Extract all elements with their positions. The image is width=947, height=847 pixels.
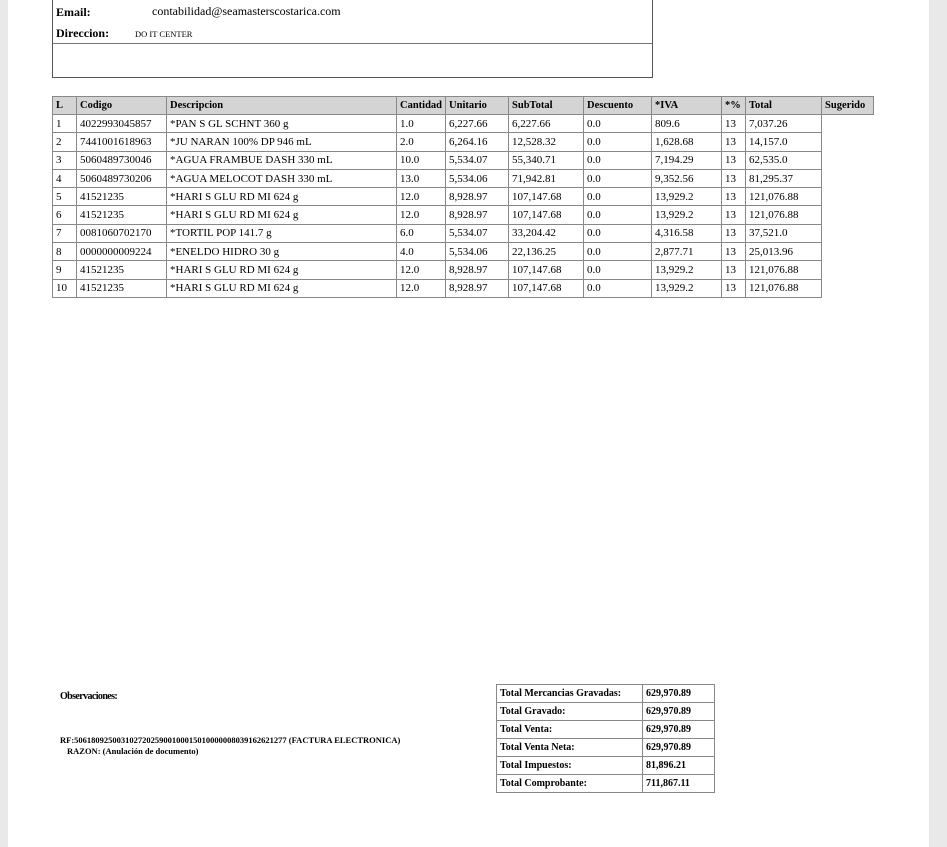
col-header-pct: *% (722, 97, 746, 115)
cell-total: 14,157.0 (746, 133, 822, 151)
cell-total: 62,535.0 (746, 151, 822, 169)
totals-row (497, 685, 715, 703)
cell-unitario: 5,534.06 (446, 243, 509, 261)
cell-sugerido (822, 188, 874, 206)
col-header-iva: *IVA (652, 97, 722, 115)
email-label: Email: (56, 5, 91, 19)
cell-descuento: 0.0 (584, 279, 652, 297)
cell-total: 37,521.0 (746, 224, 822, 242)
cell-l: 4 (53, 169, 77, 187)
cell-l: 5 (53, 188, 77, 206)
cell-descuento: 0.0 (584, 169, 652, 187)
cell-codigo: 5060489730206 (77, 169, 167, 187)
cell-descuento: 0.0 (584, 243, 652, 261)
cell-pct: 13 (722, 261, 746, 279)
totals-value: 629,970.89 (643, 739, 715, 757)
cell-cantidad: 2.0 (397, 133, 446, 151)
cell-iva: 9,352.56 (652, 169, 722, 187)
cell-pct: 13 (722, 243, 746, 261)
cell-total: 81,295.37 (746, 169, 822, 187)
col-header-subtotal: SubTotal (509, 97, 584, 115)
cell-descripcion: *ENELDO HIDRO 30 g (167, 243, 397, 261)
totals-row (497, 757, 715, 775)
cell-pct: 13 (722, 115, 746, 133)
col-header-unitario: Unitario (446, 97, 509, 115)
cell-iva: 1,628.68 (652, 133, 722, 151)
cell-cantidad: 6.0 (397, 224, 446, 242)
cell-subtotal: 22,136.25 (509, 243, 584, 261)
cell-codigo: 5060489730046 (77, 151, 167, 169)
items-body (53, 115, 874, 298)
cell-pct: 13 (722, 133, 746, 151)
cell-total: 7,037.26 (746, 115, 822, 133)
cell-descripcion: *PAN S GL SCHNT 360 g (167, 115, 397, 133)
cell-unitario: 8,928.97 (446, 206, 509, 224)
col-header-codigo: Codigo (77, 97, 167, 115)
totals-value: 629,970.89 (643, 685, 715, 703)
cell-l: 1 (53, 115, 77, 133)
cell-cantidad: 4.0 (397, 243, 446, 261)
cell-codigo: 0000000009224 (77, 243, 167, 261)
cell-cantidad: 12.0 (397, 206, 446, 224)
cell-pct: 13 (722, 206, 746, 224)
cell-descripcion: *HARI S GLU RD MI 624 g (167, 188, 397, 206)
cell-sugerido (822, 133, 874, 151)
cell-pct: 13 (722, 169, 746, 187)
items-table (52, 96, 874, 298)
cell-sugerido (822, 206, 874, 224)
client-info-box (52, 0, 653, 78)
cell-descripcion: *TORTIL POP 141.7 g (167, 224, 397, 242)
cell-total: 121,076.88 (746, 188, 822, 206)
cell-subtotal: 12,528.32 (509, 133, 584, 151)
cell-descripcion: *AGUA FRAMBUE DASH 330 mL (167, 151, 397, 169)
totals-row (497, 721, 715, 739)
col-header-descuento: Descuento (584, 97, 652, 115)
cell-subtotal: 6,227.66 (509, 115, 584, 133)
cell-unitario: 5,534.07 (446, 224, 509, 242)
cell-iva: 809.6 (652, 115, 722, 133)
direccion-value: DO IT CENTER (135, 29, 193, 39)
totals-label: Total Comprobante: (497, 775, 643, 793)
cell-codigo: 0081060702170 (77, 224, 167, 242)
table-row (53, 261, 874, 279)
table-row (53, 243, 874, 261)
totals-label: Total Venta Neta: (497, 739, 643, 757)
cell-descuento: 0.0 (584, 115, 652, 133)
cell-unitario: 6,227.66 (446, 115, 509, 133)
cell-cantidad: 1.0 (397, 115, 446, 133)
cell-sugerido (822, 224, 874, 242)
totals-row (497, 775, 715, 793)
cell-iva: 13,929.2 (652, 188, 722, 206)
cell-subtotal: 107,147.68 (509, 279, 584, 297)
cell-codigo: 7441001618963 (77, 133, 167, 151)
totals-table (496, 684, 715, 793)
cell-descuento: 0.0 (584, 261, 652, 279)
cell-subtotal: 55,340.71 (509, 151, 584, 169)
table-row (53, 151, 874, 169)
cell-iva: 2,877.71 (652, 243, 722, 261)
cell-descuento: 0.0 (584, 151, 652, 169)
table-row (53, 224, 874, 242)
reference-line: RF:50618092500310272025900100015010000008039162621277 (FACTURA ELECTRONICA) (60, 735, 401, 745)
cell-descripcion: *HARI S GLU RD MI 624 g (167, 279, 397, 297)
cell-iva: 7,194.29 (652, 151, 722, 169)
totals-label: Total Impuestos: (497, 757, 643, 775)
cell-descripcion: *AGUA MELOCOT DASH 330 mL (167, 169, 397, 187)
cell-subtotal: 107,147.68 (509, 206, 584, 224)
divider (53, 43, 652, 44)
cell-codigo: 41521235 (77, 261, 167, 279)
col-header-l: L (53, 97, 77, 115)
cell-unitario: 8,928.97 (446, 279, 509, 297)
cell-total: 121,076.88 (746, 279, 822, 297)
cell-iva: 4,316.58 (652, 224, 722, 242)
cell-descripcion: *JU NARAN 100% DP 946 mL (167, 133, 397, 151)
cell-l: 3 (53, 151, 77, 169)
col-header-sugerido: Sugerido (822, 97, 874, 115)
cell-codigo: 41521235 (77, 279, 167, 297)
totals-label: Total Gravado: (497, 703, 643, 721)
cell-unitario: 5,534.07 (446, 151, 509, 169)
col-header-cantidad: Cantidad (397, 97, 446, 115)
table-row (53, 188, 874, 206)
cell-l: 10 (53, 279, 77, 297)
cell-codigo: 41521235 (77, 206, 167, 224)
cell-subtotal: 107,147.68 (509, 188, 584, 206)
cell-pct: 13 (722, 188, 746, 206)
cell-sugerido (822, 115, 874, 133)
totals-row (497, 703, 715, 721)
totals-value: 629,970.89 (643, 721, 715, 739)
cell-total: 121,076.88 (746, 261, 822, 279)
cell-codigo: 4022993045857 (77, 115, 167, 133)
cell-cantidad: 10.0 (397, 151, 446, 169)
cell-subtotal: 71,942.81 (509, 169, 584, 187)
col-header-total: Total (746, 97, 822, 115)
totals-label: Total Mercancias Gravadas: (497, 685, 643, 703)
razon-line: RAZON: (Anulación de documento) (67, 746, 199, 756)
cell-subtotal: 33,204.42 (509, 224, 584, 242)
cell-pct: 13 (722, 224, 746, 242)
cell-cantidad: 12.0 (397, 188, 446, 206)
cell-sugerido (822, 169, 874, 187)
cell-descuento: 0.0 (584, 224, 652, 242)
totals-value: 81,896.21 (643, 757, 715, 775)
cell-unitario: 6,264.16 (446, 133, 509, 151)
cell-descuento: 0.0 (584, 206, 652, 224)
table-row (53, 169, 874, 187)
totals-value: 629,970.89 (643, 703, 715, 721)
cell-pct: 13 (722, 151, 746, 169)
table-row (53, 133, 874, 151)
cell-descuento: 0.0 (584, 188, 652, 206)
direccion-label: Direccion: (56, 26, 110, 40)
cell-descuento: 0.0 (584, 133, 652, 151)
cell-subtotal: 107,147.68 (509, 261, 584, 279)
cell-unitario: 8,928.97 (446, 188, 509, 206)
cell-total: 121,076.88 (746, 206, 822, 224)
cell-l: 7 (53, 224, 77, 242)
table-header-row (53, 97, 874, 115)
table-row (53, 206, 874, 224)
totals-value: 711,867.11 (643, 775, 715, 793)
cell-codigo: 41521235 (77, 188, 167, 206)
table-row (53, 279, 874, 297)
totals-row (497, 739, 715, 757)
cell-descripcion: *HARI S GLU RD MI 624 g (167, 206, 397, 224)
cell-sugerido (822, 261, 874, 279)
document-page (8, 0, 929, 847)
email-value: contabilidad@seamasterscostarica.com (152, 4, 341, 18)
cell-sugerido (822, 279, 874, 297)
cell-iva: 13,929.2 (652, 206, 722, 224)
cell-unitario: 5,534.06 (446, 169, 509, 187)
totals-body (497, 685, 715, 793)
cell-total: 25,013.96 (746, 243, 822, 261)
cell-cantidad: 12.0 (397, 279, 446, 297)
cell-iva: 13,929.2 (652, 279, 722, 297)
col-header-descripcion: Descripcion (167, 97, 397, 115)
totals-label: Total Venta: (497, 721, 643, 739)
cell-sugerido (822, 243, 874, 261)
cell-l: 2 (53, 133, 77, 151)
table-row (53, 115, 874, 133)
cell-unitario: 8,928.97 (446, 261, 509, 279)
cell-descripcion: *HARI S GLU RD MI 624 g (167, 261, 397, 279)
cell-l: 8 (53, 243, 77, 261)
cell-sugerido (822, 151, 874, 169)
cell-pct: 13 (722, 279, 746, 297)
observaciones-label: Observaciones: (60, 691, 118, 702)
cell-iva: 13,929.2 (652, 261, 722, 279)
cell-l: 6 (53, 206, 77, 224)
cell-cantidad: 12.0 (397, 261, 446, 279)
cell-cantidad: 13.0 (397, 169, 446, 187)
cell-l: 9 (53, 261, 77, 279)
